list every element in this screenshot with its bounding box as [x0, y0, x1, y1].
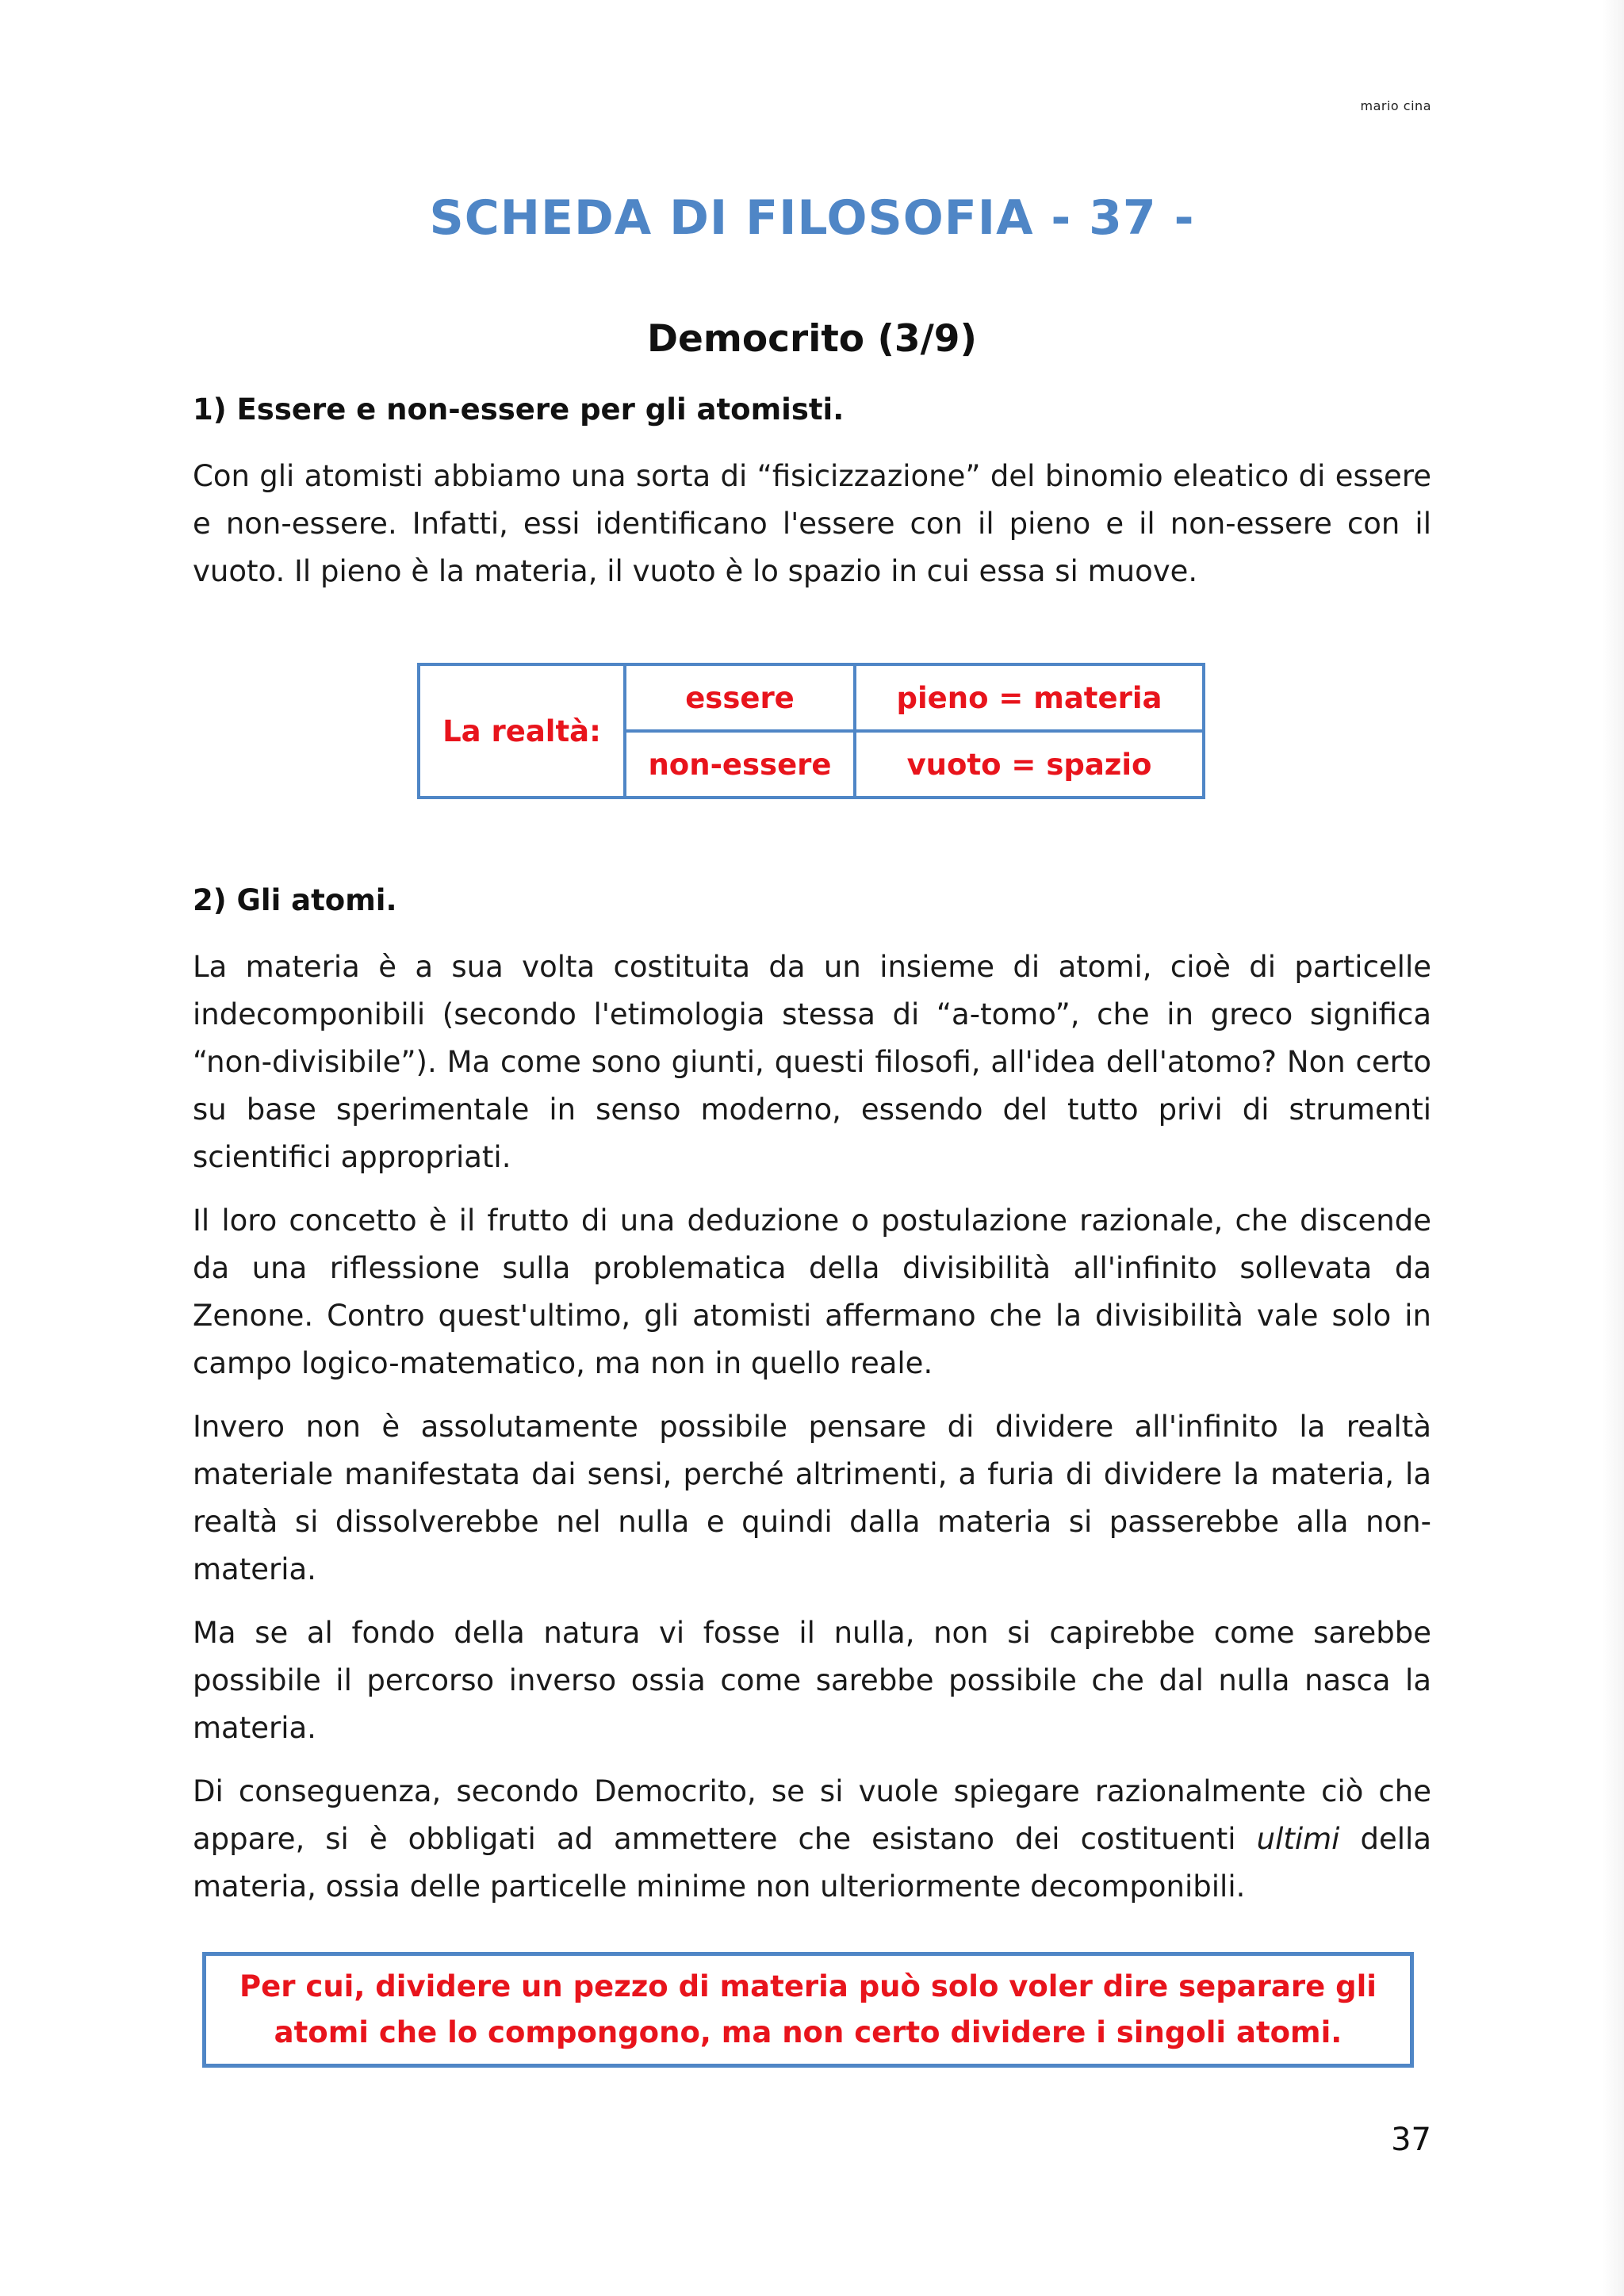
callout-line-2: atomi che lo compongono, ma non certo dividere i singoli atomi.: [274, 2015, 1342, 2049]
page-subtitle: Democrito (3/9): [647, 317, 977, 361]
paragraph-text: della materia, ossia delle particelle minime non ulteriormente decomponibili.: [193, 1822, 1431, 1904]
table-term-cell: non-essere: [625, 731, 855, 798]
page-title: SCHEDA DI FILOSOFIA - 37 -: [429, 190, 1195, 246]
section-1-paragraph: Con gli atomisti abbiamo una sorta di “fisicizzazione” del binomio eleatico di essere e non-essere. Infatti, essi identificano l'essere con il pieno e il non-essere con il vuoto. Il pieno è la materia, il vuoto è lo spazio in cui essa si muove.: [193, 459, 1431, 588]
section-2-last-paragraph: [193, 1768, 1431, 1911]
callout-line-1: Per cui, dividere un pezzo di materia può solo voler dire separare gli: [239, 1969, 1377, 2003]
page-edge: [1602, 0, 1624, 2296]
paragraph-text: Di conseguenza, secondo Democrito, se si vuole spiegare razionalmente ciò che appare, si è obbligati ad ammettere che esistano dei costituenti: [193, 1774, 1431, 1856]
reality-table: [417, 663, 1205, 799]
author-name: mario cina: [1360, 98, 1431, 113]
section-2-paragraph: Ma se al fondo della natura vi fosse il nulla, non si capirebbe come sarebbe possibile il percorso inverso ossia come sarebbe possibile che dal nulla nasca la materia.: [193, 1616, 1431, 1745]
conclusion-callout: [202, 1952, 1414, 2068]
section-2-paragraph: La materia è a sua volta costituita da un insieme di atomi, cioè di particelle indecomponibili (secondo l'etimologia stessa di “a-tomo”, che in greco significa “non-divisibile”). Ma come sono giunti, questi filosofi, all'idea dell'atomo? Non certo su base sperimentale in senso moderno, essendo del tutto privi di strumenti scientifici appropriati.: [193, 950, 1431, 1174]
page-number: 37: [1391, 2122, 1431, 2158]
table-row: [419, 664, 1204, 731]
callout-text: [239, 1964, 1377, 2056]
section-heading-1: 1) Essere e non-essere per gli atomisti.: [193, 392, 845, 427]
section-heading-2: 2) Gli atomi.: [193, 883, 397, 917]
table-meaning-cell: pieno = materia: [855, 664, 1204, 731]
table-meaning-cell: vuoto = spazio: [855, 731, 1204, 798]
emphasized-word: ultimi: [1256, 1822, 1340, 1856]
table-term-cell: essere: [625, 664, 855, 731]
section-2-paragraph: Il loro concetto è il frutto di una deduzione o postulazione razionale, che discende da una riflessione sulla problematica della divisibilità all'infinito sollevata da Zenone. Contro quest'ultimo, gli atomisti affermano che la divisibilità vale solo in campo logico-matematico, ma non in quello reale.: [193, 1203, 1431, 1380]
section-2-paragraph: Invero non è assolutamente possibile pensare di dividere all'infinito la realtà materiale manifestata dai sensi, perché altrimenti, a furia di dividere la materia, la realtà si dissolverebbe nel nulla e quindi dalla materia si passerebbe alla non-materia.: [193, 1410, 1431, 1586]
table-label: La realtà:: [419, 664, 625, 798]
